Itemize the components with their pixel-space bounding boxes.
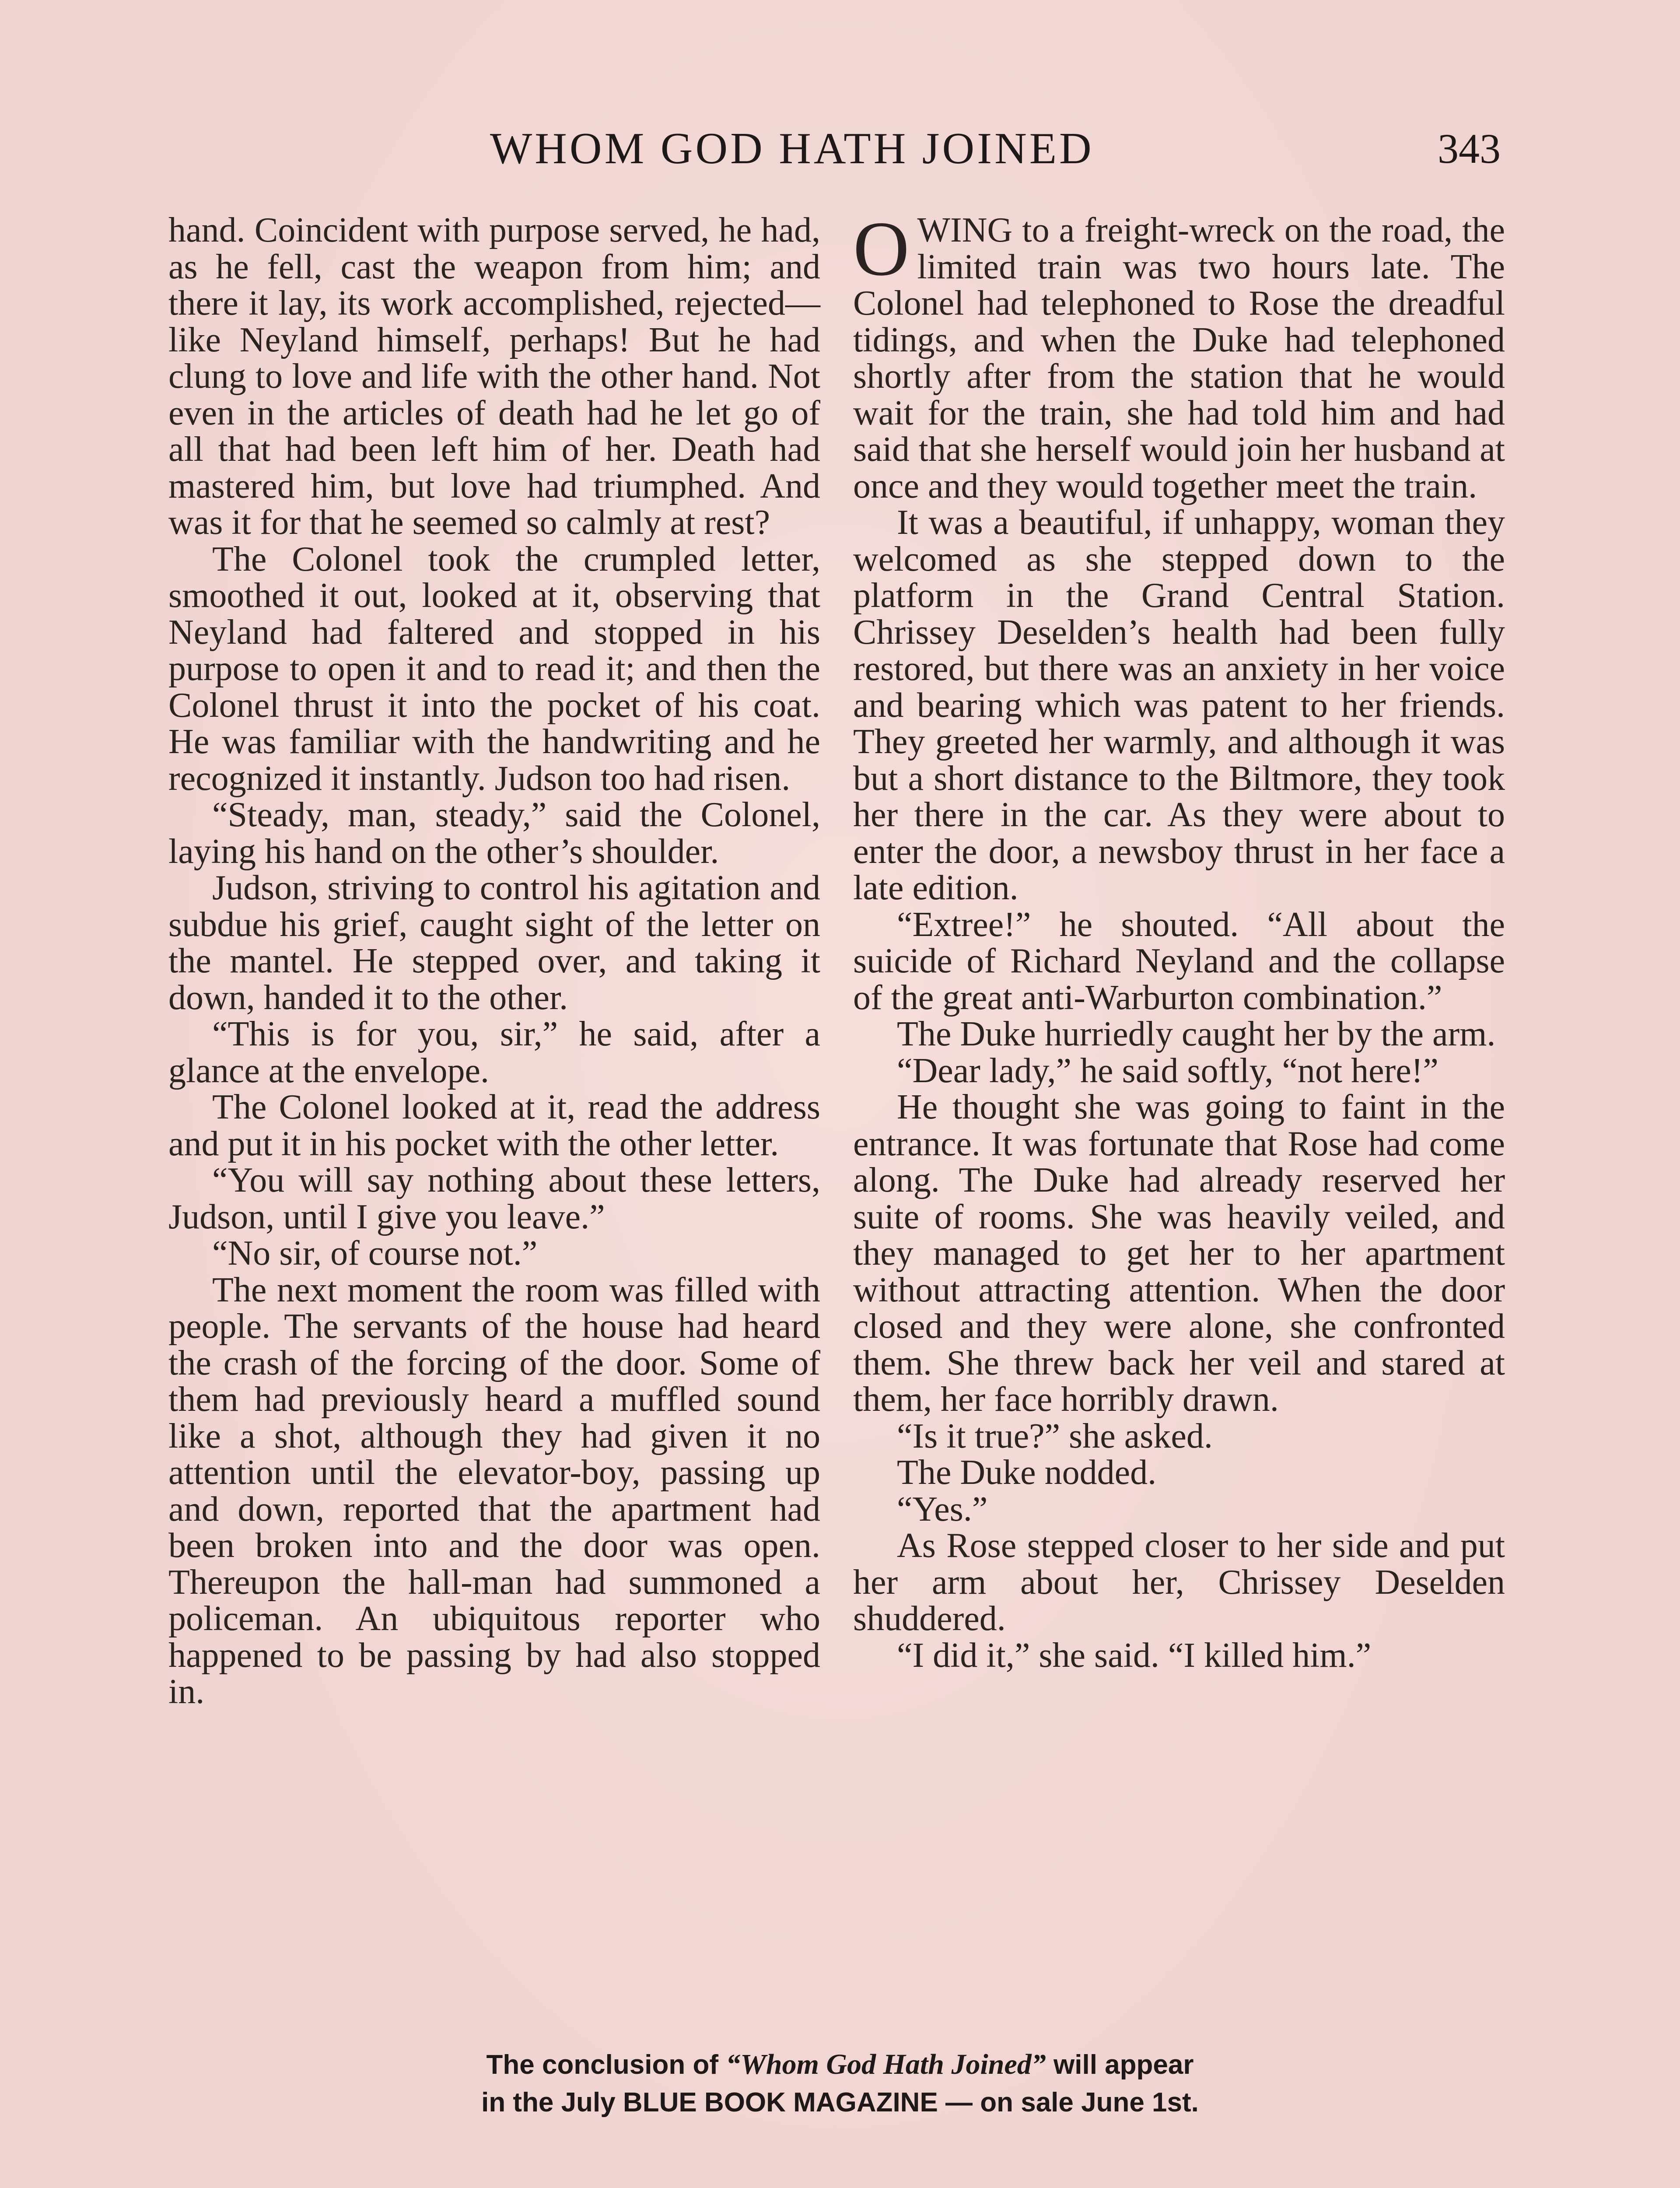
continuation-note-line-1: The conclusion of “Whom God Hath Joined” will appear [486,2048,1194,2080]
paragraph: “This is for you, sir,” he said, after a glance at the envelope. [168,1015,820,1090]
paragraph: As Rose stepped closer to her side and put her arm about her, Chrissey Deselden shuddered. [853,1526,1505,1638]
paragraph: hand. Coincident with purpose served, he had, as he fell, cast the weapon from him; and there it lay, its work accomplished, rejected—like Neyland himself, perhaps! But he had clung to love and life with the other hand. Not even in the articles of death had he let go of all that had been left him of her. Death had mastered him, but love had triumphed. And was it for that he seemed so calmly at rest? [168,211,820,542]
running-head [166,118,1501,179]
paragraph: The Duke nodded. [897,1453,1157,1492]
paragraph: “Dear lady,” he said softly, “not here!” [897,1051,1438,1090]
paragraph: “Is it true?” she asked. [897,1417,1213,1455]
paragraph: “Steady, man, steady,” said the Colonel, laying his hand on the other’s shoulder. [168,796,820,871]
opening-paragraph-text: WING to a freight-wreck on the road, the limited train was two hours late. The Colonel had telephoned to Rose the dreadful tidings, and when the Duke had telephoned shortly after from the station that he would wait for the train, she had told him and had said that she herself would join her husband at once and they would together meet the train. [853,211,1505,505]
paragraph: Judson, striving to control his agitation and subdue his grief, caught sight of the letter on the mantel. He stepped over, and taking it down, handed it to the other. [168,869,820,1017]
paragraph: The Duke hurriedly caught her by the arm. [897,1015,1496,1053]
paragraph: “No sir, of course not.” [212,1234,538,1273]
paragraph: It was a beautiful, if unhappy, woman they welcomed as she stepped down to the platform in the Grand Central Station. Chrissey Deselden’s health had been fully restored, but there was an anxiety in her voice and bearing which was patent to her friends. They greeted her warmly, and although it was but a short distance to the Biltmore, they took her there in the car. As they were about to enter the door, a newsboy thrust in her face a late edition. [853,503,1505,907]
paragraph: The Colonel took the crumpled letter, smoothed it out, looked at it, observing that Neyland had faltered and stopped in his purpose to open it and to read it; and then the Colonel thrust it into the pocket of his coat. He was familiar with the handwriting and he recognized it instantly. Judson too had risen. [168,540,820,798]
drop-cap: O [853,205,910,292]
continuation-note [219,2046,1461,2121]
paragraph: “Extree!” he shouted. “All about the suicide of Richard Neyland and the collapse of the great anti-Warburton combination.” [853,905,1505,1017]
running-title: WHOM GOD HATH JOINED [490,124,1094,173]
continuation-note-line-2: in the July BLUE BOOK MAGAZINE — on sale June 1st. [481,2087,1199,2118]
paragraph: The next moment the room was filled with people. The servants of the house had heard the crash of the forcing of the door. Some of them had previously heard a muffled sound like a shot, although they had given it no attention until the elevator-boy, passing up and down, reported that the apartment had been broken into and the door was open. Thereupon the hall-man had summoned a policeman. An ubiquitous reporter who happened to be passing by had also stopped in. [168,1270,820,1711]
opening-paragraph [853,205,1505,505]
right-column [853,205,1505,1675]
paragraph: “I did it,” she said. “I killed him.” [897,1636,1372,1675]
page-number: 343 [1438,125,1501,172]
paragraph: “You will say nothing about these letters, Judson, until I give you leave.” [168,1161,820,1236]
paragraph: He thought she was going to faint in the entrance. It was fortunate that Rose had come along. The Duke had already reserved her suite of rooms. She was heavily veiled, and they managed to get her to her apartment without attracting attention. When the door closed and they were alone, she confronted them. She threw back her veil and stared at them, her face horribly drawn. [853,1088,1505,1419]
left-column [168,212,820,1711]
paragraph: “Yes.” [897,1490,988,1529]
story-title: “Whom God Hath Joined” [726,2048,1046,2080]
paragraph: The Colonel looked at it, read the address and put it in his pocket with the other letter. [168,1088,820,1163]
